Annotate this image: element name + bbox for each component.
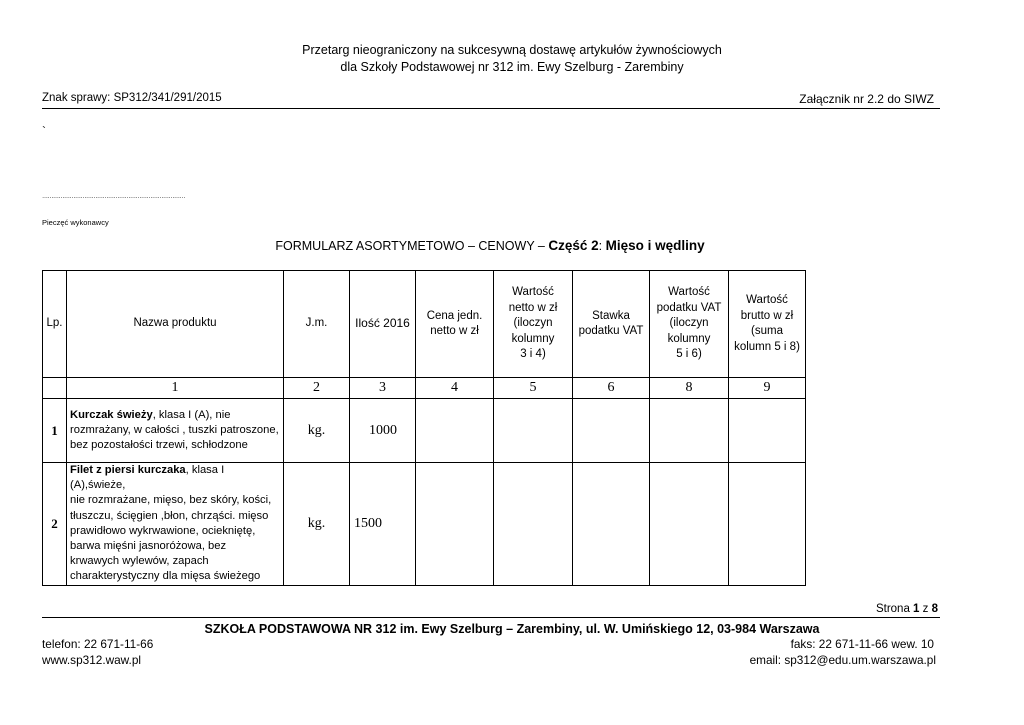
col-number: 5 [494,378,573,399]
stamp-label: Pieczęć wykonawcy [42,218,109,227]
fax: faks: 22 671-11-66 wew. 10 [790,637,934,651]
website-link[interactable]: www.sp312.waw.pl [42,653,142,667]
phone: telefon: 22 671-11-66 [42,637,154,651]
col-header-name: Nazwa produktu [67,271,284,378]
vat-rate-input-cell[interactable] [573,463,650,586]
form-title-part: Część 2 [548,238,599,253]
unit-price-input-cell[interactable] [416,399,494,463]
col-header-vat-rate: Stawka podatku VAT [573,271,650,378]
product-name-bold: Kurczak świeży [70,408,153,421]
col-number: 1 [67,378,284,399]
header-row [43,271,806,378]
unit-price-input-cell[interactable] [416,463,494,586]
col-header-unit: J.m. [284,271,350,378]
column-number-row [43,378,806,399]
qty-cell: 1500 [350,463,416,586]
product-name-cell: Filet z piersi kurczaka, klasa I (A),świeże, nie rozmrażane, mięso, bez skóry, kości, tłuszczu, ścięgien ,błon, chrząści. mięso prawidłowo wykrwawione, ociekniętę, barwa mięśni jasnoróżowa, bez krwawych wylewów, zapach charakterystyczny dla mięsa świeżego [67,463,284,586]
row-lp: 1 [43,399,67,463]
vat-value-input-cell[interactable] [650,399,729,463]
tender-title-line1: Przetarg nieograniczony na sukcesywną dostawę artykułów żywnościowych [302,43,722,57]
tender-title-line2: dla Szkoły Podstawowej nr 312 im. Ewy Szelburg - Zarembiny [340,60,684,74]
case-number: Znak sprawy: SP312/341/291/2015 [42,92,222,104]
unit-cell: kg. [284,463,350,586]
form-title [0,238,980,253]
net-value-input-cell[interactable] [494,463,573,586]
form-title-prefix: FORMULARZ ASORTYMETOWO – CENOWY – [275,239,549,253]
col-header-qty: Ilość 2016 [350,271,416,378]
footer-rule [42,617,940,618]
gross-value-input-cell[interactable] [729,399,806,463]
price-form-table [42,270,806,586]
vat-value-input-cell[interactable] [650,463,729,586]
col-number [43,378,67,399]
col-header-vat-value: Wartość podatku VAT (iloczyn kolumny 5 i 6) [650,271,729,378]
stamp-dots: …………………………………………………………………… [42,194,185,200]
col-number: 2 [284,378,350,399]
col-header-unit-price: Cena jedn. netto w zł [416,271,494,378]
annex-label: Załącznik nr 2.2 do SIWZ [799,92,934,106]
page-number: Strona 1 z 8 [875,603,938,615]
col-header-gross-value: Wartość brutto w zł (suma kolumn 5 i 8) [729,271,806,378]
unit-cell: kg. [284,399,350,463]
net-value-input-cell[interactable] [494,399,573,463]
col-number: 3 [350,378,416,399]
col-header-net-value: Wartość netto w zł (iloczyn kolumny 3 i 4) [494,271,573,378]
product-name-cell: Kurczak świeży, klasa I (A), nie rozmrażany, w całości , tuszki patroszone, bez pozostałości trzewi, schłodzone [67,399,284,463]
table-row [43,463,806,586]
vat-rate-input-cell[interactable] [573,399,650,463]
col-header-lp: Lp. [43,271,67,378]
table-row [43,399,806,463]
col-number: 8 [650,378,729,399]
header-rule [42,108,940,109]
col-number: 9 [729,378,806,399]
gross-value-input-cell[interactable] [729,463,806,586]
email-link[interactable]: email: sp312@edu.um.warszawa.pl [749,653,936,667]
form-title-subject: Mięso i wędliny [605,238,705,253]
col-number: 6 [573,378,650,399]
form-title-colon: : [598,239,606,253]
product-name-bold: Filet z piersi kurczaka [70,464,186,476]
col-number: 4 [416,378,494,399]
backtick-mark: ` [42,124,46,138]
school-address: SZKOŁA PODSTAWOWA NR 312 im. Ewy Szelburg – Zarembiny, ul. W. Umińskiego 12, 03-984 Warszawa [204,622,820,636]
qty-cell: 1000 [350,399,416,463]
row-lp: 2 [43,463,67,586]
